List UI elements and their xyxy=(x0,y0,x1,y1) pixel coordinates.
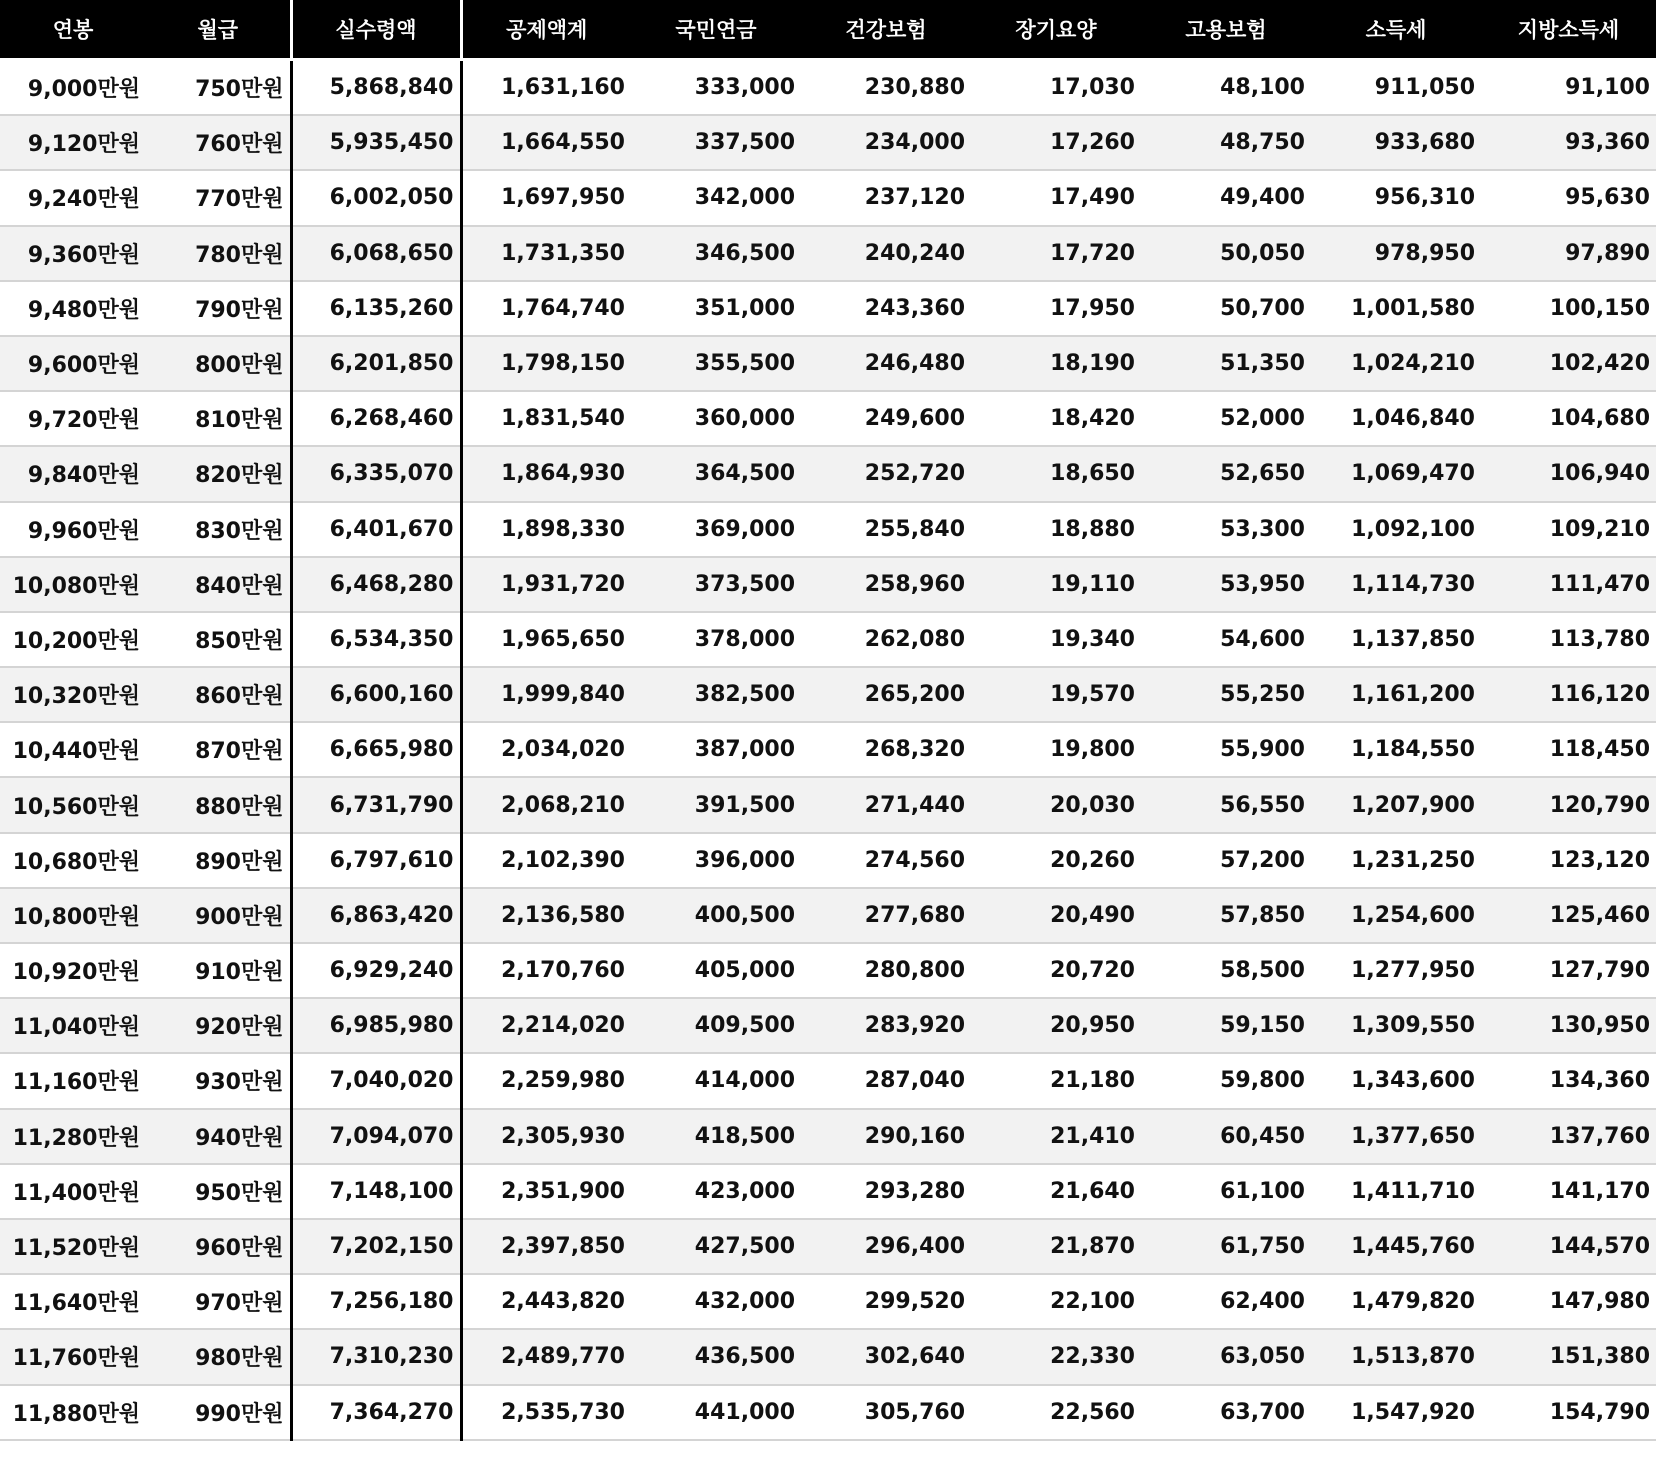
monthly-salary-cell: 930만원 xyxy=(146,1053,291,1108)
local-income-tax-cell: 106,940 xyxy=(1481,446,1656,501)
local-income-tax-cell: 113,780 xyxy=(1481,612,1656,667)
local-income-tax-cell: 91,100 xyxy=(1481,60,1656,116)
table-row xyxy=(0,226,1656,281)
income-tax-cell: 911,050 xyxy=(1311,60,1481,116)
total-deduction-cell: 2,259,980 xyxy=(461,1053,631,1108)
employment-insurance-cell: 52,650 xyxy=(1141,446,1311,501)
local-income-tax-cell: 125,460 xyxy=(1481,888,1656,943)
header-health-insurance: 건강보험 xyxy=(801,0,971,60)
long-term-care-cell: 20,030 xyxy=(971,777,1141,832)
employment-insurance-cell: 51,350 xyxy=(1141,336,1311,391)
national-pension-cell: 346,500 xyxy=(631,226,801,281)
annual-salary-cell: 9,480만원 xyxy=(0,281,146,336)
local-income-tax-cell: 134,360 xyxy=(1481,1053,1656,1108)
net-pay-cell: 5,935,450 xyxy=(291,115,461,170)
monthly-salary-cell: 940만원 xyxy=(146,1109,291,1164)
health-insurance-cell: 293,280 xyxy=(801,1164,971,1219)
table-row xyxy=(0,1164,1656,1219)
total-deduction-cell: 2,136,580 xyxy=(461,888,631,943)
header-monthly-salary: 월급 xyxy=(146,0,291,60)
annual-salary-cell: 11,640만원 xyxy=(0,1274,146,1329)
employment-insurance-cell: 57,850 xyxy=(1141,888,1311,943)
income-tax-cell: 1,161,200 xyxy=(1311,667,1481,722)
total-deduction-cell: 2,305,930 xyxy=(461,1109,631,1164)
net-pay-cell: 7,148,100 xyxy=(291,1164,461,1219)
local-income-tax-cell: 118,450 xyxy=(1481,722,1656,777)
employment-insurance-cell: 60,450 xyxy=(1141,1109,1311,1164)
monthly-salary-cell: 850만원 xyxy=(146,612,291,667)
monthly-salary-cell: 860만원 xyxy=(146,667,291,722)
total-deduction-cell: 1,898,330 xyxy=(461,502,631,557)
annual-salary-cell: 10,080만원 xyxy=(0,557,146,612)
header-annual-salary: 연봉 xyxy=(0,0,146,60)
health-insurance-cell: 249,600 xyxy=(801,391,971,446)
monthly-salary-cell: 820만원 xyxy=(146,446,291,501)
national-pension-cell: 396,000 xyxy=(631,833,801,888)
table-row xyxy=(0,446,1656,501)
long-term-care-cell: 19,110 xyxy=(971,557,1141,612)
national-pension-cell: 391,500 xyxy=(631,777,801,832)
national-pension-cell: 409,500 xyxy=(631,998,801,1053)
net-pay-cell: 6,929,240 xyxy=(291,943,461,998)
header-row xyxy=(0,0,1656,60)
monthly-salary-cell: 880만원 xyxy=(146,777,291,832)
employment-insurance-cell: 61,750 xyxy=(1141,1219,1311,1274)
monthly-salary-cell: 830만원 xyxy=(146,502,291,557)
national-pension-cell: 432,000 xyxy=(631,1274,801,1329)
annual-salary-cell: 9,360만원 xyxy=(0,226,146,281)
table-body xyxy=(0,60,1656,1440)
table-row xyxy=(0,777,1656,832)
annual-salary-cell: 9,720만원 xyxy=(0,391,146,446)
long-term-care-cell: 22,330 xyxy=(971,1329,1141,1384)
local-income-tax-cell: 141,170 xyxy=(1481,1164,1656,1219)
health-insurance-cell: 243,360 xyxy=(801,281,971,336)
health-insurance-cell: 287,040 xyxy=(801,1053,971,1108)
employment-insurance-cell: 48,750 xyxy=(1141,115,1311,170)
total-deduction-cell: 1,965,650 xyxy=(461,612,631,667)
income-tax-cell: 1,046,840 xyxy=(1311,391,1481,446)
annual-salary-cell: 11,280만원 xyxy=(0,1109,146,1164)
annual-salary-cell: 11,400만원 xyxy=(0,1164,146,1219)
employment-insurance-cell: 63,700 xyxy=(1141,1385,1311,1440)
total-deduction-cell: 1,731,350 xyxy=(461,226,631,281)
total-deduction-cell: 1,764,740 xyxy=(461,281,631,336)
net-pay-cell: 6,600,160 xyxy=(291,667,461,722)
header-local-income-tax: 지방소득세 xyxy=(1481,0,1656,60)
table-row xyxy=(0,60,1656,116)
health-insurance-cell: 237,120 xyxy=(801,170,971,225)
annual-salary-cell: 9,960만원 xyxy=(0,502,146,557)
national-pension-cell: 364,500 xyxy=(631,446,801,501)
local-income-tax-cell: 130,950 xyxy=(1481,998,1656,1053)
net-pay-cell: 6,863,420 xyxy=(291,888,461,943)
health-insurance-cell: 302,640 xyxy=(801,1329,971,1384)
income-tax-cell: 1,024,210 xyxy=(1311,336,1481,391)
annual-salary-cell: 11,160만원 xyxy=(0,1053,146,1108)
long-term-care-cell: 18,420 xyxy=(971,391,1141,446)
total-deduction-cell: 2,214,020 xyxy=(461,998,631,1053)
total-deduction-cell: 2,397,850 xyxy=(461,1219,631,1274)
local-income-tax-cell: 104,680 xyxy=(1481,391,1656,446)
employment-insurance-cell: 62,400 xyxy=(1141,1274,1311,1329)
employment-insurance-cell: 53,950 xyxy=(1141,557,1311,612)
long-term-care-cell: 20,720 xyxy=(971,943,1141,998)
monthly-salary-cell: 780만원 xyxy=(146,226,291,281)
health-insurance-cell: 234,000 xyxy=(801,115,971,170)
national-pension-cell: 360,000 xyxy=(631,391,801,446)
national-pension-cell: 423,000 xyxy=(631,1164,801,1219)
health-insurance-cell: 258,960 xyxy=(801,557,971,612)
net-pay-cell: 5,868,840 xyxy=(291,60,461,116)
employment-insurance-cell: 50,050 xyxy=(1141,226,1311,281)
net-pay-cell: 6,468,280 xyxy=(291,557,461,612)
total-deduction-cell: 2,535,730 xyxy=(461,1385,631,1440)
income-tax-cell: 1,479,820 xyxy=(1311,1274,1481,1329)
total-deduction-cell: 1,631,160 xyxy=(461,60,631,116)
national-pension-cell: 337,500 xyxy=(631,115,801,170)
local-income-tax-cell: 120,790 xyxy=(1481,777,1656,832)
net-pay-cell: 6,534,350 xyxy=(291,612,461,667)
net-pay-cell: 6,268,460 xyxy=(291,391,461,446)
local-income-tax-cell: 102,420 xyxy=(1481,336,1656,391)
income-tax-cell: 1,092,100 xyxy=(1311,502,1481,557)
table-row xyxy=(0,1109,1656,1164)
local-income-tax-cell: 127,790 xyxy=(1481,943,1656,998)
income-tax-cell: 1,343,600 xyxy=(1311,1053,1481,1108)
annual-salary-cell: 9,120만원 xyxy=(0,115,146,170)
monthly-salary-cell: 750만원 xyxy=(146,60,291,116)
income-tax-cell: 1,411,710 xyxy=(1311,1164,1481,1219)
long-term-care-cell: 19,800 xyxy=(971,722,1141,777)
table-row xyxy=(0,557,1656,612)
table-row xyxy=(0,1274,1656,1329)
income-tax-cell: 1,445,760 xyxy=(1311,1219,1481,1274)
employment-insurance-cell: 54,600 xyxy=(1141,612,1311,667)
table-row xyxy=(0,888,1656,943)
health-insurance-cell: 296,400 xyxy=(801,1219,971,1274)
annual-salary-cell: 10,440만원 xyxy=(0,722,146,777)
national-pension-cell: 400,500 xyxy=(631,888,801,943)
national-pension-cell: 355,500 xyxy=(631,336,801,391)
net-pay-cell: 6,401,670 xyxy=(291,502,461,557)
health-insurance-cell: 299,520 xyxy=(801,1274,971,1329)
monthly-salary-cell: 910만원 xyxy=(146,943,291,998)
table-row xyxy=(0,998,1656,1053)
health-insurance-cell: 265,200 xyxy=(801,667,971,722)
income-tax-cell: 956,310 xyxy=(1311,170,1481,225)
health-insurance-cell: 277,680 xyxy=(801,888,971,943)
income-tax-cell: 1,309,550 xyxy=(1311,998,1481,1053)
health-insurance-cell: 283,920 xyxy=(801,998,971,1053)
table-row xyxy=(0,722,1656,777)
monthly-salary-cell: 760만원 xyxy=(146,115,291,170)
net-pay-cell: 7,310,230 xyxy=(291,1329,461,1384)
local-income-tax-cell: 151,380 xyxy=(1481,1329,1656,1384)
long-term-care-cell: 20,950 xyxy=(971,998,1141,1053)
local-income-tax-cell: 95,630 xyxy=(1481,170,1656,225)
annual-salary-cell: 10,800만원 xyxy=(0,888,146,943)
employment-insurance-cell: 61,100 xyxy=(1141,1164,1311,1219)
net-pay-cell: 7,364,270 xyxy=(291,1385,461,1440)
health-insurance-cell: 255,840 xyxy=(801,502,971,557)
income-tax-cell: 1,547,920 xyxy=(1311,1385,1481,1440)
employment-insurance-cell: 53,300 xyxy=(1141,502,1311,557)
employment-insurance-cell: 59,150 xyxy=(1141,998,1311,1053)
total-deduction-cell: 2,489,770 xyxy=(461,1329,631,1384)
health-insurance-cell: 262,080 xyxy=(801,612,971,667)
annual-salary-cell: 9,240만원 xyxy=(0,170,146,225)
monthly-salary-cell: 890만원 xyxy=(146,833,291,888)
monthly-salary-cell: 800만원 xyxy=(146,336,291,391)
national-pension-cell: 351,000 xyxy=(631,281,801,336)
health-insurance-cell: 230,880 xyxy=(801,60,971,116)
national-pension-cell: 387,000 xyxy=(631,722,801,777)
monthly-salary-cell: 770만원 xyxy=(146,170,291,225)
income-tax-cell: 1,254,600 xyxy=(1311,888,1481,943)
income-tax-cell: 1,207,900 xyxy=(1311,777,1481,832)
health-insurance-cell: 240,240 xyxy=(801,226,971,281)
net-pay-cell: 6,665,980 xyxy=(291,722,461,777)
national-pension-cell: 436,500 xyxy=(631,1329,801,1384)
national-pension-cell: 418,500 xyxy=(631,1109,801,1164)
employment-insurance-cell: 59,800 xyxy=(1141,1053,1311,1108)
annual-salary-cell: 11,760만원 xyxy=(0,1329,146,1384)
income-tax-cell: 1,137,850 xyxy=(1311,612,1481,667)
monthly-salary-cell: 990만원 xyxy=(146,1385,291,1440)
monthly-salary-cell: 920만원 xyxy=(146,998,291,1053)
employment-insurance-cell: 57,200 xyxy=(1141,833,1311,888)
long-term-care-cell: 19,570 xyxy=(971,667,1141,722)
header-total-deduction: 공제액계 xyxy=(461,0,631,60)
annual-salary-cell: 10,320만원 xyxy=(0,667,146,722)
total-deduction-cell: 2,068,210 xyxy=(461,777,631,832)
national-pension-cell: 373,500 xyxy=(631,557,801,612)
employment-insurance-cell: 48,100 xyxy=(1141,60,1311,116)
table-row xyxy=(0,1385,1656,1440)
health-insurance-cell: 290,160 xyxy=(801,1109,971,1164)
monthly-salary-cell: 980만원 xyxy=(146,1329,291,1384)
long-term-care-cell: 21,870 xyxy=(971,1219,1141,1274)
total-deduction-cell: 2,034,020 xyxy=(461,722,631,777)
annual-salary-cell: 11,880만원 xyxy=(0,1385,146,1440)
total-deduction-cell: 1,697,950 xyxy=(461,170,631,225)
employment-insurance-cell: 58,500 xyxy=(1141,943,1311,998)
health-insurance-cell: 252,720 xyxy=(801,446,971,501)
table-row xyxy=(0,833,1656,888)
local-income-tax-cell: 109,210 xyxy=(1481,502,1656,557)
total-deduction-cell: 2,443,820 xyxy=(461,1274,631,1329)
total-deduction-cell: 1,999,840 xyxy=(461,667,631,722)
employment-insurance-cell: 50,700 xyxy=(1141,281,1311,336)
net-pay-cell: 7,202,150 xyxy=(291,1219,461,1274)
income-tax-cell: 1,277,950 xyxy=(1311,943,1481,998)
table-row xyxy=(0,502,1656,557)
long-term-care-cell: 20,490 xyxy=(971,888,1141,943)
income-tax-cell: 1,377,650 xyxy=(1311,1109,1481,1164)
long-term-care-cell: 20,260 xyxy=(971,833,1141,888)
national-pension-cell: 414,000 xyxy=(631,1053,801,1108)
long-term-care-cell: 17,030 xyxy=(971,60,1141,116)
employment-insurance-cell: 55,250 xyxy=(1141,667,1311,722)
monthly-salary-cell: 970만원 xyxy=(146,1274,291,1329)
table-header xyxy=(0,0,1656,60)
local-income-tax-cell: 111,470 xyxy=(1481,557,1656,612)
monthly-salary-cell: 950만원 xyxy=(146,1164,291,1219)
net-pay-cell: 6,985,980 xyxy=(291,998,461,1053)
header-income-tax: 소득세 xyxy=(1311,0,1481,60)
national-pension-cell: 405,000 xyxy=(631,943,801,998)
health-insurance-cell: 280,800 xyxy=(801,943,971,998)
long-term-care-cell: 17,720 xyxy=(971,226,1141,281)
income-tax-cell: 978,950 xyxy=(1311,226,1481,281)
net-pay-cell: 6,002,050 xyxy=(291,170,461,225)
net-pay-cell: 6,068,650 xyxy=(291,226,461,281)
long-term-care-cell: 17,950 xyxy=(971,281,1141,336)
total-deduction-cell: 2,351,900 xyxy=(461,1164,631,1219)
local-income-tax-cell: 100,150 xyxy=(1481,281,1656,336)
header-employment-insurance: 고용보험 xyxy=(1141,0,1311,60)
income-tax-cell: 1,231,250 xyxy=(1311,833,1481,888)
long-term-care-cell: 17,260 xyxy=(971,115,1141,170)
annual-salary-cell: 10,560만원 xyxy=(0,777,146,832)
monthly-salary-cell: 960만원 xyxy=(146,1219,291,1274)
net-pay-cell: 7,256,180 xyxy=(291,1274,461,1329)
total-deduction-cell: 1,664,550 xyxy=(461,115,631,170)
long-term-care-cell: 22,100 xyxy=(971,1274,1141,1329)
long-term-care-cell: 21,640 xyxy=(971,1164,1141,1219)
local-income-tax-cell: 147,980 xyxy=(1481,1274,1656,1329)
national-pension-cell: 369,000 xyxy=(631,502,801,557)
national-pension-cell: 333,000 xyxy=(631,60,801,116)
income-tax-cell: 1,184,550 xyxy=(1311,722,1481,777)
health-insurance-cell: 305,760 xyxy=(801,1385,971,1440)
income-tax-cell: 1,001,580 xyxy=(1311,281,1481,336)
table-row xyxy=(0,170,1656,225)
header-long-term-care: 장기요양 xyxy=(971,0,1141,60)
net-pay-cell: 6,335,070 xyxy=(291,446,461,501)
national-pension-cell: 378,000 xyxy=(631,612,801,667)
net-pay-cell: 6,135,260 xyxy=(291,281,461,336)
total-deduction-cell: 1,831,540 xyxy=(461,391,631,446)
employment-insurance-cell: 49,400 xyxy=(1141,170,1311,225)
health-insurance-cell: 268,320 xyxy=(801,722,971,777)
national-pension-cell: 382,500 xyxy=(631,667,801,722)
national-pension-cell: 342,000 xyxy=(631,170,801,225)
table-row xyxy=(0,1053,1656,1108)
health-insurance-cell: 274,560 xyxy=(801,833,971,888)
table-row xyxy=(0,281,1656,336)
annual-salary-cell: 9,840만원 xyxy=(0,446,146,501)
employment-insurance-cell: 56,550 xyxy=(1141,777,1311,832)
table-row xyxy=(0,391,1656,446)
table-row xyxy=(0,1329,1656,1384)
table-row xyxy=(0,612,1656,667)
annual-salary-cell: 11,040만원 xyxy=(0,998,146,1053)
monthly-salary-cell: 810만원 xyxy=(146,391,291,446)
table-row xyxy=(0,115,1656,170)
annual-salary-cell: 11,520만원 xyxy=(0,1219,146,1274)
local-income-tax-cell: 116,120 xyxy=(1481,667,1656,722)
total-deduction-cell: 1,798,150 xyxy=(461,336,631,391)
table-row xyxy=(0,667,1656,722)
monthly-salary-cell: 840만원 xyxy=(146,557,291,612)
income-tax-cell: 933,680 xyxy=(1311,115,1481,170)
monthly-salary-cell: 870만원 xyxy=(146,722,291,777)
total-deduction-cell: 1,864,930 xyxy=(461,446,631,501)
national-pension-cell: 427,500 xyxy=(631,1219,801,1274)
local-income-tax-cell: 144,570 xyxy=(1481,1219,1656,1274)
income-tax-cell: 1,513,870 xyxy=(1311,1329,1481,1384)
header-net-pay: 실수령액 xyxy=(291,0,461,60)
table-row xyxy=(0,336,1656,391)
long-term-care-cell: 19,340 xyxy=(971,612,1141,667)
annual-salary-cell: 10,680만원 xyxy=(0,833,146,888)
annual-salary-cell: 9,600만원 xyxy=(0,336,146,391)
long-term-care-cell: 18,190 xyxy=(971,336,1141,391)
employment-insurance-cell: 52,000 xyxy=(1141,391,1311,446)
long-term-care-cell: 21,410 xyxy=(971,1109,1141,1164)
net-pay-cell: 6,797,610 xyxy=(291,833,461,888)
health-insurance-cell: 271,440 xyxy=(801,777,971,832)
table-row xyxy=(0,1219,1656,1274)
net-pay-cell: 7,040,020 xyxy=(291,1053,461,1108)
local-income-tax-cell: 137,760 xyxy=(1481,1109,1656,1164)
annual-salary-cell: 9,000만원 xyxy=(0,60,146,116)
local-income-tax-cell: 97,890 xyxy=(1481,226,1656,281)
table-row xyxy=(0,943,1656,998)
total-deduction-cell: 2,170,760 xyxy=(461,943,631,998)
health-insurance-cell: 246,480 xyxy=(801,336,971,391)
long-term-care-cell: 21,180 xyxy=(971,1053,1141,1108)
annual-salary-cell: 10,920만원 xyxy=(0,943,146,998)
net-pay-cell: 6,731,790 xyxy=(291,777,461,832)
local-income-tax-cell: 93,360 xyxy=(1481,115,1656,170)
employment-insurance-cell: 55,900 xyxy=(1141,722,1311,777)
total-deduction-cell: 1,931,720 xyxy=(461,557,631,612)
net-pay-cell: 7,094,070 xyxy=(291,1109,461,1164)
monthly-salary-cell: 790만원 xyxy=(146,281,291,336)
local-income-tax-cell: 123,120 xyxy=(1481,833,1656,888)
local-income-tax-cell: 154,790 xyxy=(1481,1385,1656,1440)
total-deduction-cell: 2,102,390 xyxy=(461,833,631,888)
long-term-care-cell: 18,880 xyxy=(971,502,1141,557)
net-pay-cell: 6,201,850 xyxy=(291,336,461,391)
monthly-salary-cell: 900만원 xyxy=(146,888,291,943)
income-tax-cell: 1,114,730 xyxy=(1311,557,1481,612)
annual-salary-cell: 10,200만원 xyxy=(0,612,146,667)
employment-insurance-cell: 63,050 xyxy=(1141,1329,1311,1384)
long-term-care-cell: 17,490 xyxy=(971,170,1141,225)
header-national-pension: 국민연금 xyxy=(631,0,801,60)
long-term-care-cell: 18,650 xyxy=(971,446,1141,501)
long-term-care-cell: 22,560 xyxy=(971,1385,1141,1440)
national-pension-cell: 441,000 xyxy=(631,1385,801,1440)
income-tax-cell: 1,069,470 xyxy=(1311,446,1481,501)
